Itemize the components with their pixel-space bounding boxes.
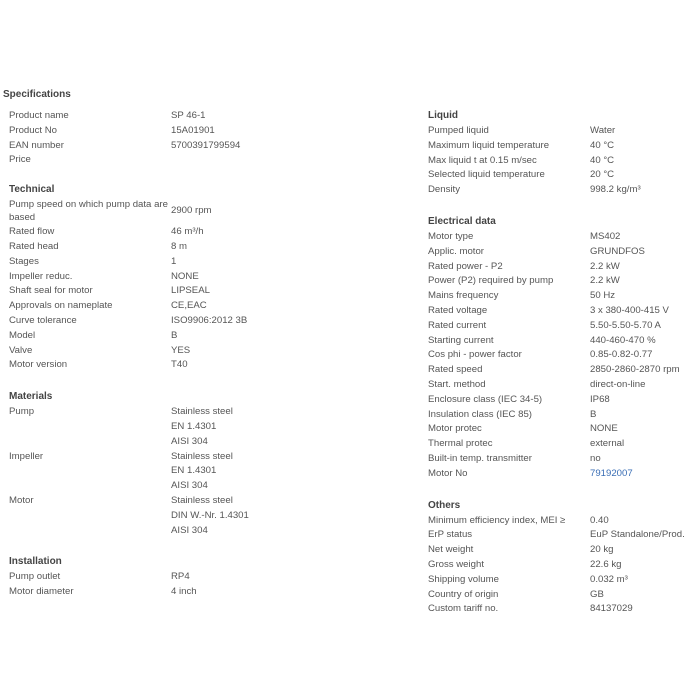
spec-values — [590, 124, 615, 139]
spec-value: NONE — [590, 423, 618, 435]
spec-row-impeller-reduc — [9, 270, 409, 285]
spec-values — [171, 329, 177, 344]
spec-values — [590, 378, 645, 393]
spec-label: Power (P2) required by pump — [428, 275, 554, 287]
page-title: Specifications — [3, 89, 71, 100]
section-installation — [9, 554, 409, 600]
section-materials — [9, 389, 409, 538]
spec-values — [590, 437, 624, 452]
spec-row-rated-flow — [9, 225, 409, 240]
spec-label: Stages — [9, 255, 39, 267]
spec-label: Rated voltage — [428, 304, 488, 316]
spec-label: Shipping volume — [428, 573, 499, 585]
spec-value: LIPSEAL — [171, 285, 210, 297]
spec-label: Motor version — [9, 359, 68, 371]
spec-row-cos-phi-power-factor — [428, 348, 698, 363]
spec-row-product-name — [9, 109, 409, 124]
spec-value: EN 1.4301 — [171, 420, 217, 432]
section-product — [9, 109, 409, 168]
spec-value: B — [171, 329, 178, 341]
spec-values — [590, 528, 685, 543]
spec-row-pump-speed-on-which-pump-data-are-based — [9, 198, 409, 225]
spec-row-erp-status — [428, 528, 698, 543]
motor-no-link[interactable]: 79192007 — [590, 467, 633, 479]
spec-row-enclosure-class-iec-34-5 — [428, 393, 698, 408]
spec-values — [171, 139, 240, 154]
spec-row-pumped-liquid — [428, 124, 698, 139]
spec-value: Stainless steel — [171, 406, 233, 418]
spec-values — [590, 183, 641, 198]
spec-row-ean-number — [9, 139, 409, 154]
spec-values — [171, 124, 215, 139]
spec-label: Impeller — [9, 450, 44, 462]
spec-label: Start. method — [428, 378, 486, 390]
spec-row-rated-power-p2 — [428, 260, 698, 275]
spec-label: ErP status — [428, 529, 473, 541]
section-title: Electrical data — [428, 215, 496, 227]
spec-value: 20 kg — [590, 544, 614, 556]
section-title: Technical — [9, 184, 55, 196]
section-title: Liquid — [428, 110, 458, 121]
spec-values — [590, 274, 620, 289]
spec-values — [590, 289, 615, 304]
spec-values — [590, 422, 618, 437]
spec-row-shaft-seal-for-motor — [9, 284, 409, 299]
section-liquid — [428, 108, 698, 198]
spec-row-rated-head — [9, 240, 409, 255]
spec-values — [590, 168, 614, 183]
spec-row-stages — [9, 255, 409, 270]
spec-values — [590, 319, 661, 334]
spec-values — [590, 139, 614, 154]
spec-label: Enclosure class (IEC 34-5) — [428, 393, 543, 405]
spec-value: Water — [590, 125, 616, 136]
spec-row-curve-tolerance — [9, 314, 409, 329]
spec-value: 998.2 kg/m³ — [590, 184, 641, 196]
spec-row-gross-weight — [428, 558, 698, 573]
spec-value: 440-460-470 % — [590, 334, 656, 346]
spec-values — [171, 344, 190, 359]
spec-row-applic-motor — [428, 245, 698, 260]
spec-values — [171, 198, 212, 225]
spec-label: Max liquid t at 0.15 m/sec — [428, 154, 537, 166]
spec-values — [171, 255, 176, 270]
spec-row-max-liquid-t-at-0-15-m-sec — [428, 154, 698, 169]
spec-values — [590, 363, 680, 378]
spec-row-rated-current — [428, 319, 698, 334]
spec-label: Rated head — [9, 240, 59, 252]
spec-row-density — [428, 183, 698, 198]
spec-label: Product name — [9, 110, 69, 121]
spec-value: CE,EAC — [171, 300, 207, 312]
spec-label: Rated speed — [428, 364, 483, 376]
spec-label: Curve tolerance — [9, 314, 77, 326]
spec-value: Stainless steel — [171, 450, 233, 462]
spec-value: 15A01901 — [171, 124, 215, 136]
spec-label: Motor — [9, 494, 34, 506]
spec-values — [171, 494, 249, 538]
spec-label: Model — [9, 329, 36, 341]
spec-row-selected-liquid-temperature — [428, 168, 698, 183]
spec-value: GRUNDFOS — [590, 245, 645, 257]
spec-label: Pumped liquid — [428, 125, 489, 136]
spec-value: 2.2 kW — [590, 275, 620, 287]
spec-row-pump — [9, 405, 409, 449]
spec-row-motor-type — [428, 230, 698, 245]
spec-value: 40 °C — [590, 139, 615, 151]
spec-label: Maximum liquid temperature — [428, 139, 550, 151]
spec-value: AISI 304 — [171, 435, 208, 447]
spec-value: 2850-2860-2870 rpm — [590, 364, 680, 376]
spec-label: Applic. motor — [428, 245, 484, 257]
spec-row-net-weight — [428, 543, 698, 558]
spec-values — [171, 299, 207, 314]
spec-row-motor-no — [428, 467, 698, 482]
spec-values — [590, 230, 620, 245]
spec-values — [590, 543, 613, 558]
spec-value: 50 Hz — [590, 290, 616, 302]
spec-value: AISI 304 — [171, 480, 208, 492]
spec-value: ISO9906:2012 3B — [171, 314, 248, 326]
spec-row-maximum-liquid-temperature — [428, 139, 698, 154]
spec-row-valve — [9, 344, 409, 359]
spec-values — [171, 109, 206, 124]
spec-value: external — [590, 438, 625, 450]
spec-row-starting-current — [428, 334, 698, 349]
spec-value: 5700391799594 — [171, 139, 241, 151]
spec-values — [590, 260, 620, 275]
spec-row-approvals-on-nameplate — [9, 299, 409, 314]
spec-values — [590, 452, 601, 467]
spec-value: 40 °C — [590, 154, 615, 166]
spec-label: Density — [428, 184, 460, 196]
spec-label: Minimum efficiency index, MEI ≥ — [428, 514, 566, 526]
spec-row-power-p2-required-by-pump — [428, 274, 698, 289]
spec-value: 20 °C — [590, 169, 615, 181]
spec-label: Shaft seal for motor — [9, 285, 93, 297]
spec-value: 2.2 kW — [590, 260, 620, 272]
spec-value: 5.50-5.50-5.70 A — [590, 319, 661, 331]
spec-values — [590, 602, 633, 617]
spec-row-pump-outlet — [9, 570, 409, 585]
left-column — [9, 109, 409, 616]
spec-value: 84137029 — [590, 603, 633, 615]
spec-label: Impeller reduc. — [9, 270, 73, 282]
spec-value: 1 — [171, 255, 177, 267]
spec-label: Custom tariff no. — [428, 603, 499, 615]
spec-values — [171, 284, 210, 299]
spec-value: T40 — [171, 359, 188, 371]
section-technical — [9, 182, 409, 373]
spec-row-motor-diameter — [9, 585, 409, 600]
spec-row-rated-speed — [428, 363, 698, 378]
spec-row-product-no — [9, 124, 409, 139]
spec-value: GB — [590, 588, 604, 600]
spec-row-country-of-origin — [428, 588, 698, 603]
spec-values — [590, 154, 614, 169]
spec-row-motor — [9, 494, 409, 538]
spec-label: Rated power - P2 — [428, 260, 503, 272]
spec-row-thermal-protec — [428, 437, 698, 452]
spec-label: Valve — [9, 344, 33, 356]
spec-value: NONE — [171, 270, 199, 282]
spec-label: Product No — [9, 124, 57, 136]
spec-label: Pump speed on which pump data are based — [9, 199, 168, 224]
spec-label: Approvals on nameplate — [9, 300, 113, 312]
spec-value: 22.6 kg — [590, 558, 622, 570]
spec-value: 0.032 m³ — [590, 573, 628, 585]
spec-label: Price — [9, 154, 31, 166]
spec-values — [171, 405, 233, 449]
spec-value: YES — [171, 344, 191, 356]
spec-row-rated-voltage — [428, 304, 698, 319]
spec-values — [590, 588, 604, 603]
spec-row-shipping-volume — [428, 573, 698, 588]
spec-values — [590, 467, 633, 482]
spec-label: Starting current — [428, 334, 494, 346]
spec-value: 4 inch — [171, 586, 197, 598]
spec-row-built-in-temp-transmitter — [428, 452, 698, 467]
spec-value: DIN W.-Nr. 1.4301 — [171, 509, 249, 521]
spec-row-motor-protec — [428, 422, 698, 437]
spec-label: Motor diameter — [9, 586, 74, 598]
spec-values — [171, 225, 204, 240]
spec-values — [590, 334, 656, 349]
spec-label: Cos phi - power factor — [428, 349, 522, 361]
spec-label: EAN number — [9, 139, 64, 151]
spec-value: Stainless steel — [171, 494, 233, 506]
spec-label: Rated flow — [9, 226, 55, 238]
spec-values — [171, 358, 188, 373]
spec-label: Mains frequency — [428, 290, 499, 302]
spec-values — [590, 558, 621, 573]
spec-value: 0.40 — [590, 514, 609, 526]
spec-row-insulation-class-iec-85 — [428, 408, 698, 423]
spec-row-mains-frequency — [428, 289, 698, 304]
spec-value: 2900 rpm — [171, 205, 212, 217]
right-column — [428, 108, 698, 633]
spec-values — [171, 585, 197, 600]
spec-value: RP4 — [171, 571, 190, 583]
spec-value: 46 m³/h — [171, 226, 204, 238]
spec-label: Motor type — [428, 230, 474, 242]
spec-label: Insulation class (IEC 85) — [428, 408, 532, 420]
spec-label: Pump — [9, 406, 35, 418]
spec-label: Built-in temp. transmitter — [428, 452, 532, 464]
spec-values — [171, 314, 247, 329]
spec-values — [590, 393, 610, 408]
spec-label: Motor protec — [428, 423, 482, 435]
spec-row-model — [9, 329, 409, 344]
spec-label: Gross weight — [428, 558, 484, 570]
spec-values — [590, 514, 609, 529]
spec-row-start-method — [428, 378, 698, 393]
spec-values — [590, 245, 645, 260]
spec-label: Thermal protec — [428, 438, 493, 450]
spec-row-minimum-efficiency-index-mei — [428, 514, 698, 529]
spec-values — [171, 570, 190, 585]
spec-value: 8 m — [171, 240, 187, 252]
spec-value: 0.85-0.82-0.77 — [590, 349, 653, 361]
spec-value: AISI 304 — [171, 524, 208, 536]
section-electrical-data — [428, 214, 698, 482]
section-title: Materials — [9, 391, 53, 403]
section-title: Installation — [9, 556, 62, 568]
spec-row-impeller — [9, 450, 409, 494]
section-others — [428, 498, 698, 618]
spec-values — [590, 348, 652, 363]
spec-values — [590, 408, 596, 423]
spec-value: B — [590, 408, 597, 420]
spec-value: EuP Standalone/Prod. — [590, 529, 685, 541]
spec-value: SP 46-1 — [171, 110, 206, 121]
spec-value: 3 x 380-400-415 V — [590, 304, 669, 316]
spec-row-price — [9, 153, 409, 168]
spec-label: Country of origin — [428, 588, 499, 600]
spec-value: MS402 — [590, 230, 621, 242]
spec-label: Selected liquid temperature — [428, 169, 545, 181]
spec-label: Pump outlet — [9, 571, 61, 583]
spec-label: Motor No — [428, 467, 468, 479]
spec-row-custom-tariff-no — [428, 602, 698, 617]
spec-values — [590, 573, 628, 588]
spec-values — [171, 270, 199, 285]
spec-value: direct-on-line — [590, 378, 646, 390]
spec-values — [171, 240, 187, 255]
spec-row-motor-version — [9, 358, 409, 373]
section-title: Others — [428, 499, 461, 511]
spec-value: EN 1.4301 — [171, 465, 217, 477]
spec-value: no — [590, 452, 601, 464]
spec-value: IP68 — [590, 393, 610, 405]
spec-label: Net weight — [428, 544, 474, 556]
spec-values — [171, 450, 233, 494]
spec-label: Rated current — [428, 319, 487, 331]
spec-values — [590, 304, 669, 319]
